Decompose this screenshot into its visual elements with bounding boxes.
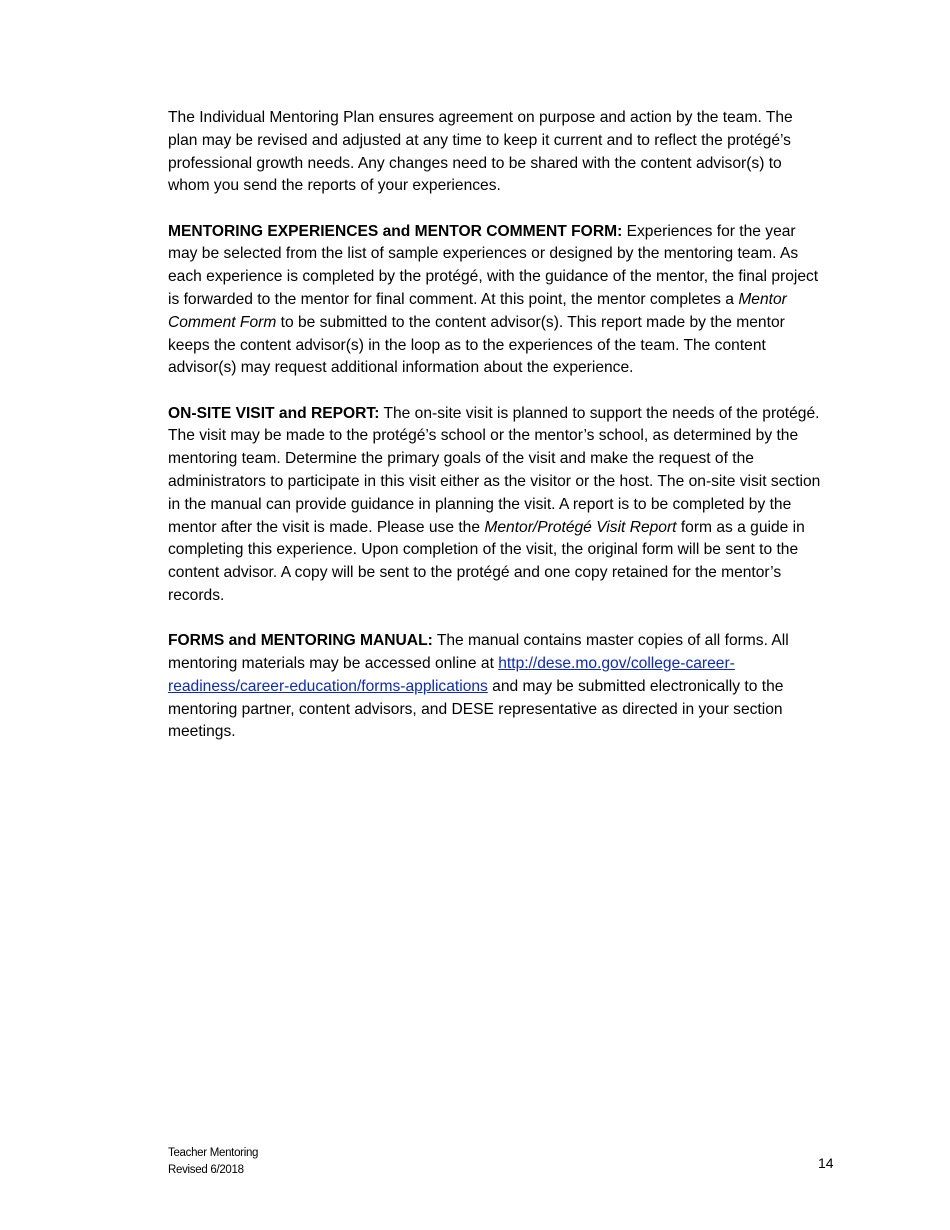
intro-paragraph (168, 107, 824, 198)
footer-info (168, 1145, 258, 1178)
mentoring-experiences-text-2: to be submitted to the content advisor(s). This report made by the mentor keeps the content advisor(s) in the loop as to the experiences of the team. The content advisor(s) may request additional information about the experience. (168, 313, 785, 377)
mentor-comment-form-name: Mentor Comment Form (168, 290, 787, 331)
intro-text: The Individual Mentoring Plan ensures agreement on purpose and action by the team. The plan may be revised and adjusted at any time to keep it current and to reflect the protégé’s professional growth needs. Any changes need to be shared with the content advisor(s) to whom you send the reports of your experiences. (168, 109, 793, 195)
page-number: 14 (818, 1155, 834, 1171)
document-body (168, 107, 824, 766)
mentoring-experiences-heading: MENTORING EXPERIENCES and MENTOR COMMENT FORM: (168, 222, 623, 240)
forms-manual-heading: FORMS and MENTORING MANUAL: (168, 632, 433, 650)
onsite-visit-paragraph (168, 403, 824, 608)
onsite-visit-text-2: form as a guide in completing this experience. Upon completion of the visit, the original form will be sent to the content advisor. A copy will be sent to the protégé and one copy retained for the mentor’s records. (168, 518, 805, 604)
mentoring-experiences-paragraph (168, 221, 824, 381)
forms-manual-text-1: The manual contains master copies of all forms. All mentoring materials may be accessed online at (168, 632, 789, 672)
mentoring-experiences-text-1: Experiences for the year may be selected from the list of sample experiences or designed by the mentoring team. As each experience is completed by the protégé, with the guidance of the mentor, the final project is forwarded to the mentor for final comment. At this point, the mentor completes a (168, 222, 819, 308)
forms-applications-link[interactable]: http://dese.mo.gov/college-career-readiness/career-education/forms-applications (168, 654, 735, 695)
footer-revision: Revised 6/2018 (168, 1163, 244, 1176)
visit-report-form-name: Mentor/Protégé Visit Report (484, 518, 677, 536)
forms-manual-paragraph (168, 630, 824, 744)
forms-manual-text-2: and may be submitted electronically to the mentoring partner, content advisors, and DESE representative as directed in your section meetings. (168, 677, 784, 741)
footer-title: Teacher Mentoring (168, 1147, 259, 1159)
onsite-visit-heading: ON-SITE VISIT and REPORT: (168, 404, 380, 422)
onsite-visit-text-1: The on-site visit is planned to support the needs of the protégé. The visit may be made to the protégé’s school or the mentor’s school, as determined by the mentoring team. Determine the primary goals of the visit and make the request of the administrators to participate in this visit either as the visitor or the host. The on-site visit section in the manual can provide guidance in planning the visit. A report is to be completed by the mentor after the visit is made. Please use the (168, 404, 821, 536)
